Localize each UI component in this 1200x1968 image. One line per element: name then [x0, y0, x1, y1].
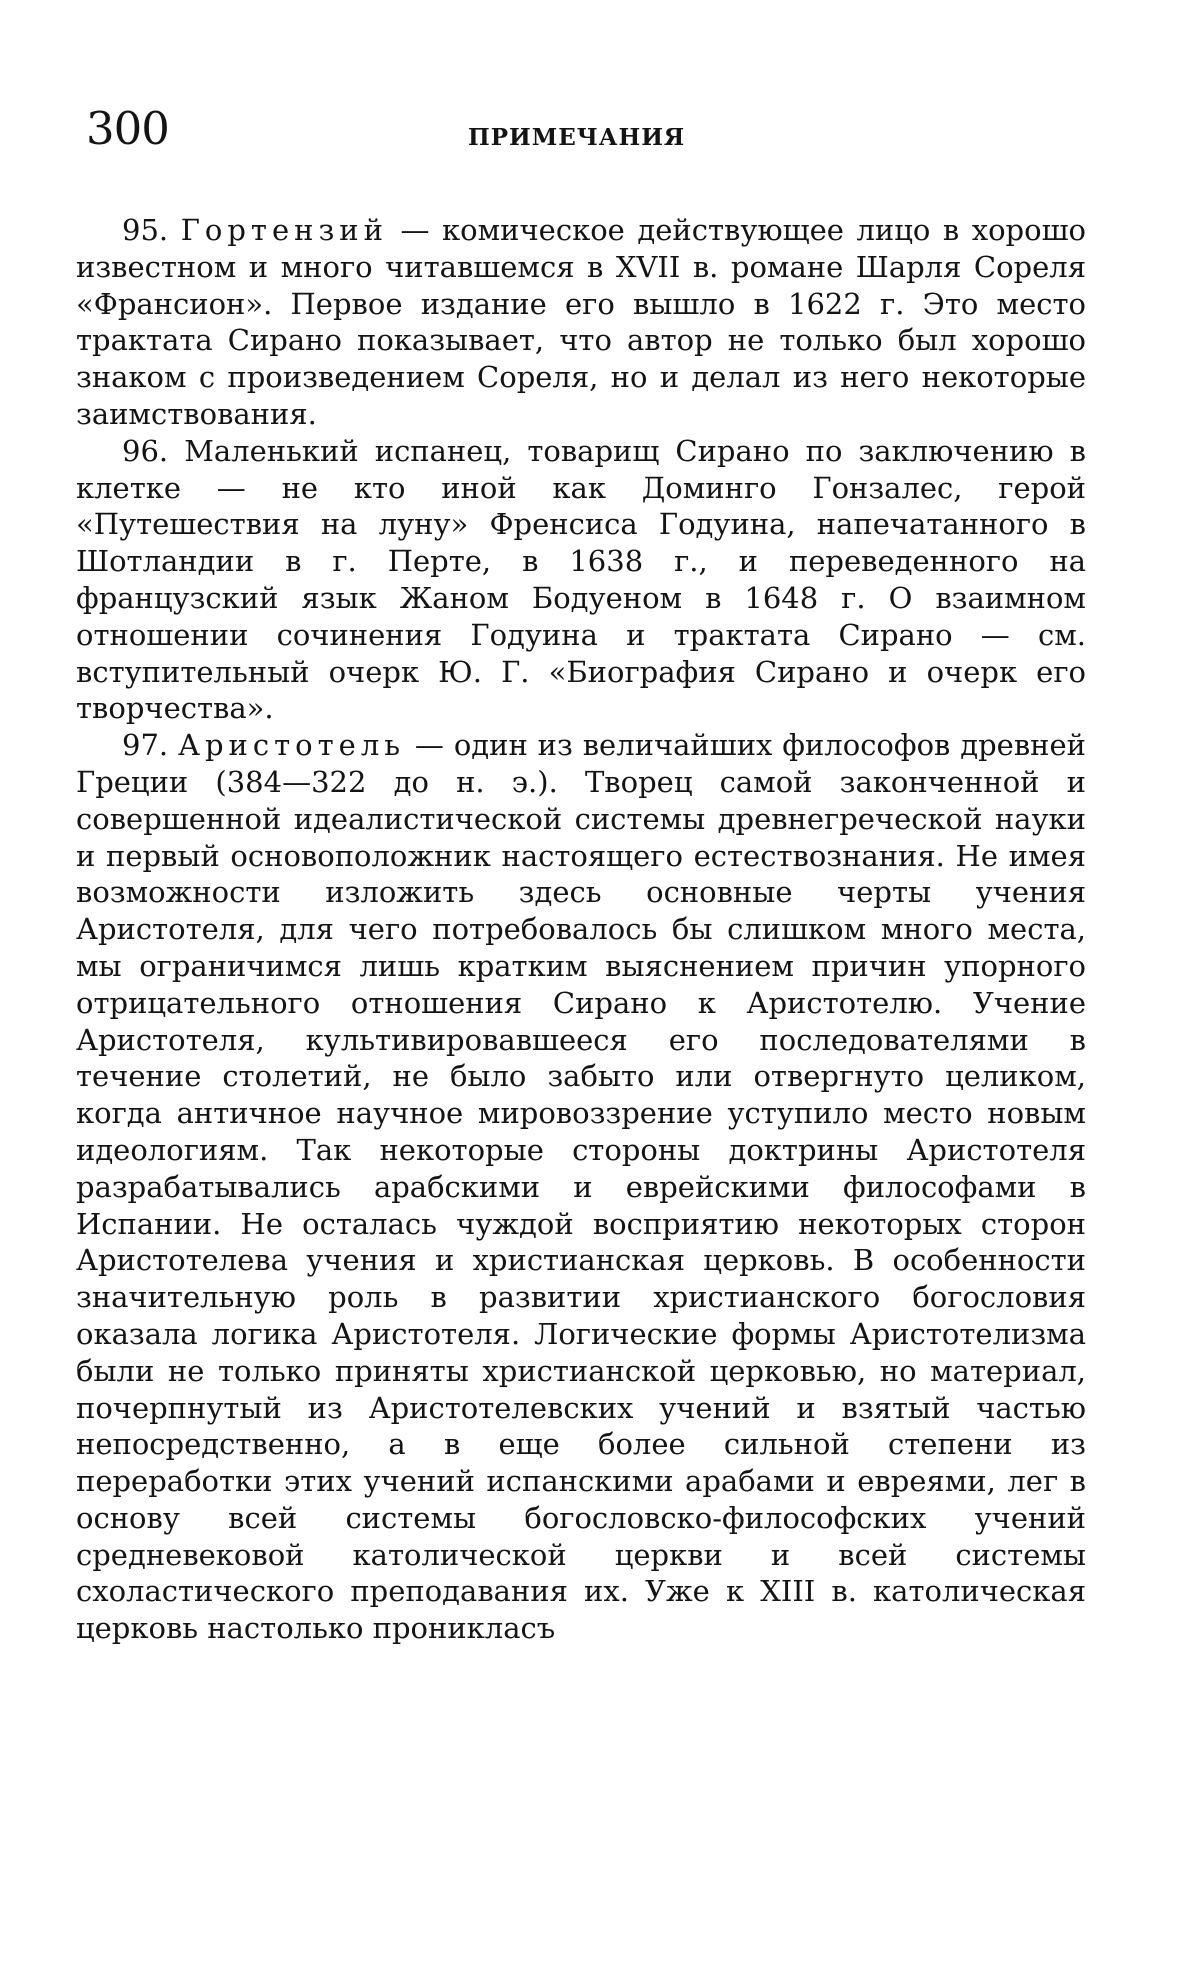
- section-title: ПРИМЕЧАНИЯ: [468, 124, 686, 151]
- note-95: [76, 212, 1086, 433]
- note-97: [76, 727, 1086, 1647]
- note-text: Маленький испанец, товарищ Сирано по заключению в клетке — не кто иной как Доминго Гонзалес, герой «Путешествия на луну» Френсиса Годуина, напечатанного в Шотландии в г. Перте, в 1638 г., и переведенного на французский язык Жаном Бодуеном в 1648 г. О взаимном отношении сочинения Годуина и трактата Сирано — см. вступительный очерк Ю. Г. «Биография Сирано и очерк его творчества».: [76, 433, 1087, 726]
- note-number: 95.: [122, 213, 169, 247]
- page-number: 300: [86, 102, 169, 155]
- note-term: Аристотель: [178, 728, 406, 763]
- notes-body: [76, 212, 1086, 1647]
- document-page: [76, 88, 1086, 1647]
- note-96: [76, 433, 1086, 727]
- note-term: Гортензий: [180, 213, 388, 247]
- note-text: — комическое действующее лицо в хорошо известном и много читавшемся в XVII в. романе Шарля Сореля «Франсион». Первое издание его вышло в 1622 г. Это место трактата Сирано показывает, что автор не только был хорошо знаком с произведением Сореля, но и делал из него некоторые заимствования.: [76, 213, 1087, 431]
- note-number: 96.: [122, 433, 169, 468]
- running-header: [76, 88, 1086, 155]
- note-text: — один из величайших философов древней Греции (384—322 до н. э.). Творец самой законченной и совершенной идеалистической системы древнегреческой науки и первый основоположник настоящего естествознания. Не имея возможности изложить здесь основные черты учения Аристотеля, для чего потребовалось бы слишком много места, мы ограничимся лишь кратким выяснением причин упорного отрицательного отношения Сирано к Аристотелю. Учение Аристотеля, культивировавшееся его последователями в течение столетий, не было забыто или отвергнуто целиком, когда античное научное мировоззрение уступило место новым идеологиям. Так некоторые стороны доктрины Аристотеля разрабатывались арабскими и еврейскими философами в Испании. Не осталась чуждой восприятию некоторых сторон Аристотелева учения и христианская церковь. В особенности значительную роль в развитии христианского богословия оказала логика Аристотеля. Логические формы Аристотелизма были не только приняты христианской церковью, но материал, почерпнутый из Аристотелевских учений и взятый частью непосредственно, а в еще более сильной степени из переработки этих учений испанскими арабами и евреями, лег в основу всей системы богословско-философских учений средневековой католической церкви и всей системы схоластического преподавания их. Уже к XIII в. католическая церковь настолько проникласъ: [76, 728, 1086, 1646]
- note-number: 97.: [122, 728, 169, 763]
